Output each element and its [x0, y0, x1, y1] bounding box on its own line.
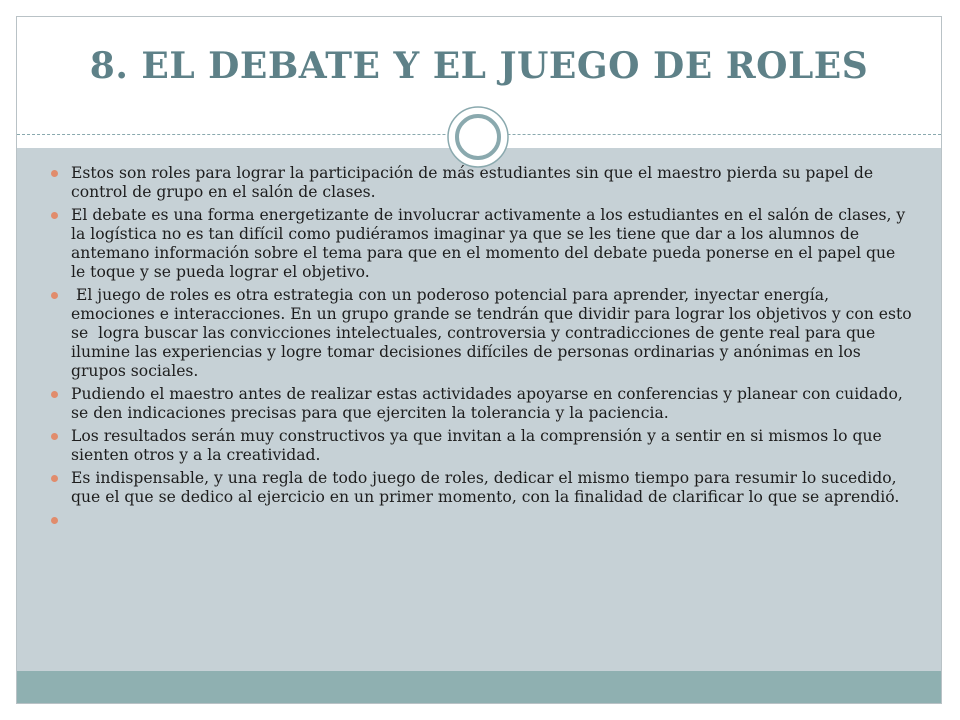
bullet-dot-icon: [51, 292, 58, 299]
bullet-dot-icon: [51, 170, 58, 177]
bullet-text: Pudiendo el maestro antes de realizar estas actividades apoyarse en conferencias y planear con cuidado, se den indicaciones precisas para que ejerciten la tolerancia y la paciencia.: [71, 385, 903, 422]
bullet-dot-icon: [51, 391, 58, 398]
bullet-item: [51, 164, 913, 202]
bullet-dot-icon: [51, 517, 58, 524]
slide-title: 8. EL DEBATE Y EL JUEGO DE ROLES: [89, 45, 869, 87]
bullet-item: [51, 469, 913, 507]
bullet-text: El juego de roles es otra estrategia con un poderoso potencial para aprender, inyectar energía, emociones e interacciones. En un grupo grande se tendrán que dividir para lograr los objetivos y con esto se logra buscar las convicciones intelectuales, controversia y contradicciones de gente real para que ilumine las experiencias y logre tomar decisiones difíciles de personas ordinarias y anónimas en los grupos sociales.: [71, 286, 917, 380]
bullet-text: Los resultados serán muy constructivos ya que invitan a la comprensión y a sentir en si mismos lo que sienten otros y a la creatividad.: [71, 427, 882, 464]
bullet-dot-icon: [51, 475, 58, 482]
bullet-item: [51, 427, 913, 465]
bullet-text: Estos son roles para lograr la participación de más estudiantes sin que el maestro pierda su papel de control de grupo en el salón de clases.: [71, 164, 874, 201]
slide: [16, 16, 942, 704]
bullet-text: Es indispensable, y una regla de todo juego de roles, dedicar el mismo tiempo para resumir lo sucedido, que el que se dedico al ejercicio en un primer momento, con la finalidad de clarificar lo que se aprendió.: [71, 469, 900, 506]
bullet-item: [51, 385, 913, 423]
bullet-item: [51, 511, 913, 530]
bullet-list: [51, 164, 917, 534]
circle-ornament-icon: [446, 105, 510, 169]
bullet-item: [51, 286, 917, 381]
bullet-text: El debate es una forma energetizante de involucrar activamente a los estudiantes en el salón de clases, y la logística no es tan difícil como pudiéramos imaginar ya que se les tiene que dar a los alumnos de antemano información sobre el tema para que en el momento del debate pueda ponerse en el papel que le toque y se pueda lograr el objetivo.: [71, 206, 906, 281]
bullet-dot-icon: [51, 212, 58, 219]
bullet-dot-icon: [51, 433, 58, 440]
footer-band: [17, 671, 941, 704]
bullet-item: [51, 206, 913, 282]
